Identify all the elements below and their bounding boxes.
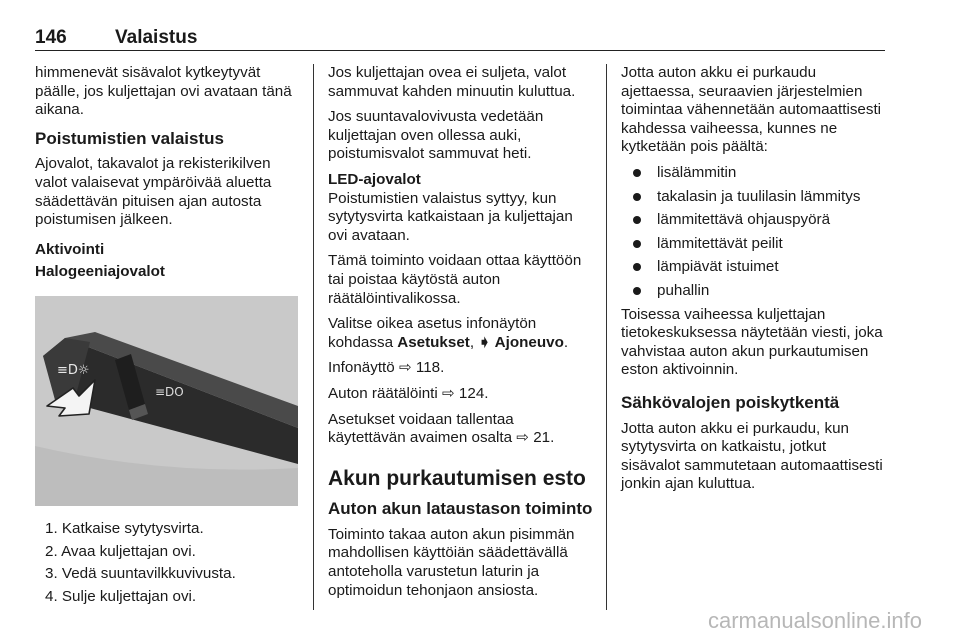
column-2 — [328, 64, 593, 607]
column-3 — [621, 64, 889, 501]
page-reference: ⇨ 124. — [441, 384, 489, 402]
list-item: lämpiävät istuimet — [621, 258, 889, 277]
menu-vehicle: Ajoneuvo — [491, 333, 564, 351]
page-header — [35, 22, 885, 51]
heading-exit-lighting: Poistumistien valaistus — [35, 128, 224, 148]
bullet-icon — [633, 240, 641, 248]
turn-signal-lever-illustration — [35, 296, 298, 506]
paragraph: Toisessa vaiheessa kuljettajan tietokeskuksessa näytetään viesti, joka vahvistaa auton akun purkautumisen eston aktivoinnin. — [621, 305, 883, 379]
page-reference: ⇨ 21. — [516, 429, 555, 447]
settings-path-paragraph: Valitse oikea asetus infonäytön kohdassa Asetukset, ➧ Ajoneuvo. — [328, 315, 569, 351]
heading-lights-switch-off: Sähkövalojen poiskytkentä — [621, 392, 840, 412]
bullet-icon — [633, 216, 641, 224]
exit-lighting-paragraph: Ajovalot, takavalot ja rekisterikilven valot valaisevat ympäröivää aluetta säädettävän pituisen ajan autosta poistumisen jälkeen. — [35, 155, 272, 229]
column-divider — [313, 64, 314, 610]
list-item: lämmitettävät peilit — [621, 235, 889, 254]
page-number: 146 — [35, 27, 67, 48]
list-item: lisälämmitin — [621, 164, 889, 183]
column-1 — [35, 64, 300, 610]
heading-battery-discharge: Akun purkautumisen esto — [328, 466, 586, 490]
reference-paragraph: Asetukset voidaan tallentaa käytettävän avaimen osalta ⇨ 21. — [328, 410, 555, 447]
menu-settings: Asetukset — [397, 333, 470, 351]
watermark: carmanualsonline.info — [707, 608, 922, 633]
paragraph: Poistumistien valaistus syttyy, kun sytytysvirta katkaistaan ja kuljettajan ovi avataan. — [328, 189, 573, 244]
svg-text:≡DO: ≡DO — [155, 384, 184, 399]
arrow-icon: ➧ — [478, 333, 492, 351]
paragraph: Toiminto takaa auton akun pisimmän mahdollisen käyttöiän säädettävällä antoteholla varustetun laturin ja optimoidun tehonjaon ansiosta. — [328, 525, 575, 599]
list-item: 4. Sulje kuljettajan ovi. — [45, 587, 197, 605]
paragraph: Jotta auton akku ei purkaudu, kun sytytysvirta on katkaistu, jotkut sisävalot sammutetaan automaattisesti jonkin ajan kuluttua. — [621, 419, 883, 493]
list-item: takalasin ja tuulilasin lämmitys — [621, 188, 889, 207]
bullet-icon — [633, 193, 641, 201]
paragraph: Tämä toiminto voidaan ottaa käyttöön tai poistaa käytöstä auton räätälöintivalikossa. — [328, 252, 582, 307]
list-item: 1. Katkaise sytytysvirta. — [45, 519, 204, 537]
paragraph: Jos suuntavalovivusta vedetään kuljettajan oven ollessa auki, poistumisvalot sammuvat heti. — [328, 108, 544, 163]
lever-drawing — [35, 296, 298, 506]
bullet-icon — [633, 263, 641, 271]
page-reference: ⇨ 118. — [398, 359, 445, 377]
reference-paragraph: Auton räätälöinti ⇨ 124. — [328, 384, 489, 402]
list-item: lämmitettävä ohjauspyörä — [621, 211, 889, 230]
steps-list — [35, 520, 300, 606]
paragraph: Jos kuljettajan ovea ei suljeta, valot sammuvat kahden minuutin kuluttua. — [328, 64, 576, 100]
label-halogen: Halogeeniajovalot — [35, 263, 165, 281]
paragraph: Jotta auton akku ei purkaudu ajettaessa, seuraavien järjestelmien toimintaa vähennetään automaattisesti kahdessa vaiheessa, kunnes ne kytketään pois päältä: — [621, 64, 882, 156]
section-title: Valaistus — [115, 27, 198, 48]
column-divider — [606, 64, 607, 610]
systems-list — [621, 164, 889, 301]
list-item: 3. Vedä suuntavilkkuvivusta. — [45, 565, 236, 583]
list-item: puhallin — [621, 282, 889, 301]
bullet-icon — [633, 169, 641, 177]
bullet-icon — [633, 287, 641, 295]
label-led-headlights: LED-ajovalot — [328, 170, 421, 188]
intro-paragraph: himmenevät sisävalot kytkeytyvät päälle, jos kuljettajan ovi avataan tänä aikana. — [35, 64, 292, 119]
list-item: 2. Avaa kuljettajan ovi. — [45, 542, 196, 560]
reference-paragraph: Infonäyttö ⇨ 118. — [328, 359, 445, 377]
svg-text:≡D☼: ≡D☼ — [57, 362, 90, 378]
heading-battery-level: Auton akun lataustason toiminto — [328, 499, 593, 519]
label-activation: Aktivointi — [35, 240, 105, 258]
